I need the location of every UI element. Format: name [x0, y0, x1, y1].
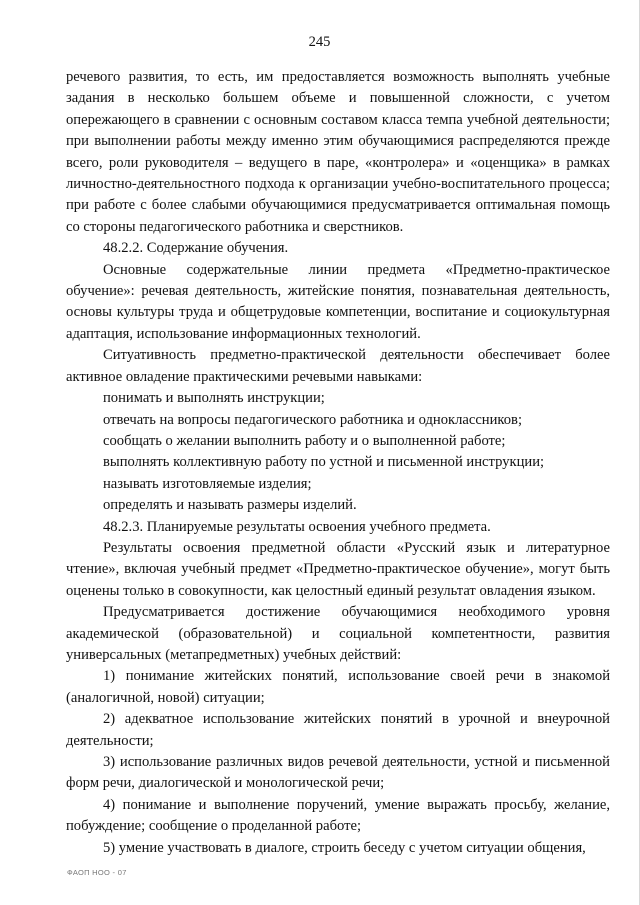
paragraph: Ситуативность предметно-практической деятельности обеспечивает более активное овладение практическими речевыми навыками:: [66, 347, 610, 385]
list-item: отвечать на вопросы педагогического работника и одноклассников;: [103, 411, 523, 428]
list-item: определять и называть размеры изделий.: [103, 497, 357, 514]
list-item: сообщать о желании выполнить работу и о выполненной работе;: [103, 432, 506, 449]
numbered-item: 2) адекватное использование житейских понятий в урочной и внеурочной деятельности;: [66, 711, 610, 749]
page-number: 245: [308, 34, 331, 50]
section-heading: 48.2.3. Планируемые результаты освоения учебного предмета.: [103, 518, 491, 535]
paragraph: Результаты освоения предметной области «Русский язык и литературное чтение», включая учебный предмет «Предметно-практическое обучение», могут быть оценены только в совокупности, как целостный единый результат овладения языком.: [66, 539, 610, 599]
paragraph: Основные содержательные линии предмета «Предметно-практическое обучение»: речевая деятельность, житейские понятия, познавательная деятельность, основы культуры труда и общетрудовые компетенции, воспитание и социокультурная адаптация, использование информационных технологий.: [66, 261, 610, 342]
body-text: [66, 67, 610, 859]
paragraph: Предусматривается достижение обучающимися необходимого уровня академической (образовательной) и социальной компетентности, развития универсальных (метапредметных) учебных действий:: [66, 604, 610, 663]
numbered-item: 3) использование различных видов речевой деятельности, устной и письменной форм речи, диалогической и монологической речи;: [66, 754, 610, 792]
section-heading: 48.2.2. Содержание обучения.: [103, 240, 289, 257]
paragraph: речевого развития, то есть, им предоставляется возможность выполнять учебные задания в несколько большем объеме и повышенной сложности, с учетом опережающего в сравнении с основным составом класса темпа учебной деятельности; при выполнении работы между именно этим обучающимися распределяются прежде всего, роли руководителя – ведущего в паре, «контролера» и «оценщика» в рамках личностно-деятельностного подхода к организации учебно-воспитательного процесса; при работе с более слабыми обучающимися предусматривается оптимальная помощь со стороны педагогического работника и сверстников.: [66, 69, 610, 235]
list-item: понимать и выполнять инструкции;: [103, 390, 325, 407]
numbered-item: 4) понимание и выполнение поручений, умение выражать просьбу, желание, побуждение; сообщение о проделанной работе;: [66, 796, 610, 835]
footer-code: ФАОП НОО - 07: [67, 868, 127, 877]
list-item: называть изготовляемые изделия;: [103, 475, 312, 492]
list-item: выполнять коллективную работу по устной и письменной инструкции;: [103, 454, 545, 471]
numbered-item: 1) понимание житейских понятий, использование своей речи в знакомой (аналогичной, новой) ситуации;: [66, 668, 610, 706]
numbered-item: 5) умение участвовать в диалоге, строить беседу с учетом ситуации общения,: [103, 839, 586, 856]
